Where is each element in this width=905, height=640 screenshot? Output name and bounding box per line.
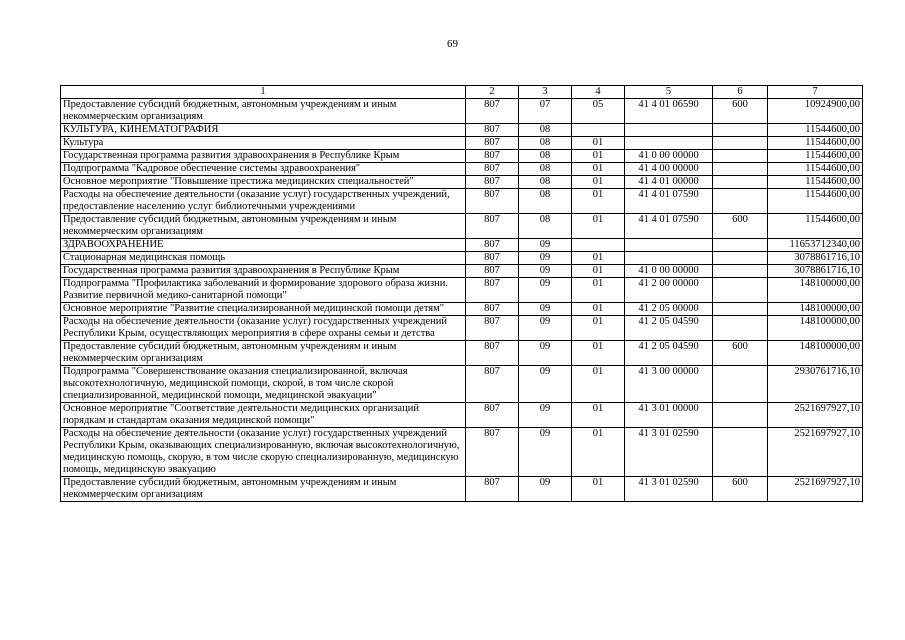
item-name-cell: Расходы на обеспечение деятельности (оказание услуг) государственных учреждений, предоставление населению услуг библиотечными учреждениями xyxy=(61,189,466,214)
expense-type-cell xyxy=(713,239,768,252)
target-article-cell: 41 4 01 07590 xyxy=(625,189,713,214)
expense-type-cell xyxy=(713,189,768,214)
section-code-cell: 09 xyxy=(519,265,572,278)
table-row xyxy=(61,214,863,239)
section-code-cell: 08 xyxy=(519,163,572,176)
expense-type-cell xyxy=(713,303,768,316)
target-article-cell xyxy=(625,252,713,265)
section-code-cell: 09 xyxy=(519,403,572,428)
item-name-cell: Предоставление субсидий бюджетным, автономным учреждениям и иным некоммерческим организациям xyxy=(61,214,466,239)
ministry-code-cell: 807 xyxy=(466,316,519,341)
amount-cell: 2521697927,10 xyxy=(768,428,863,477)
amount-cell: 2521697927,10 xyxy=(768,477,863,502)
amount-cell: 11544600,00 xyxy=(768,163,863,176)
ministry-code-cell: 807 xyxy=(466,176,519,189)
table-row xyxy=(61,366,863,403)
subsection-code-cell xyxy=(572,239,625,252)
table-row xyxy=(61,303,863,316)
item-name-cell: Расходы на обеспечение деятельности (оказание услуг) государственных учреждений Республики Крым, осуществляющих мероприятия в сфере охраны семьи и детства xyxy=(61,316,466,341)
table-row xyxy=(61,124,863,137)
ministry-code-cell: 807 xyxy=(466,366,519,403)
column-header: 1 xyxy=(61,86,466,99)
table-body xyxy=(61,99,863,502)
item-name-cell: ЗДРАВООХРАНЕНИЕ xyxy=(61,239,466,252)
target-article-cell xyxy=(625,137,713,150)
item-name-cell: Предоставление субсидий бюджетным, автономным учреждениям и иным некоммерческим организациям xyxy=(61,477,466,502)
amount-cell: 148100000,00 xyxy=(768,303,863,316)
table-row xyxy=(61,163,863,176)
section-code-cell: 09 xyxy=(519,316,572,341)
expense-type-cell xyxy=(713,403,768,428)
amount-cell: 148100000,00 xyxy=(768,278,863,303)
column-header: 3 xyxy=(519,86,572,99)
expense-type-cell xyxy=(713,176,768,189)
subsection-code-cell: 01 xyxy=(572,316,625,341)
amount-cell: 148100000,00 xyxy=(768,341,863,366)
table-row xyxy=(61,252,863,265)
section-code-cell: 08 xyxy=(519,176,572,189)
item-name-cell: Подпрограмма "Профилактика заболеваний и формирование здорового образа жизни. Развитие первичной медико-санитарной помощи" xyxy=(61,278,466,303)
subsection-code-cell: 01 xyxy=(572,189,625,214)
ministry-code-cell: 807 xyxy=(466,239,519,252)
item-name-cell: Стационарная медицинская помощь xyxy=(61,252,466,265)
subsection-code-cell: 01 xyxy=(572,214,625,239)
amount-cell: 3078861716,10 xyxy=(768,265,863,278)
target-article-cell: 41 4 01 07590 xyxy=(625,214,713,239)
table-row xyxy=(61,150,863,163)
amount-cell: 11544600,00 xyxy=(768,214,863,239)
item-name-cell: Государственная программа развития здравоохранения в Республике Крым xyxy=(61,150,466,163)
target-article-cell: 41 4 00 00000 xyxy=(625,163,713,176)
ministry-code-cell: 807 xyxy=(466,428,519,477)
item-name-cell: Подпрограмма "Совершенствование оказания специализированной, включая высокотехнологичную, медицинской помощи, скорой, в том числе скорой специализированной, медицинской помощи, медицинской эвакуации" xyxy=(61,366,466,403)
item-name-cell: Расходы на обеспечение деятельности (оказание услуг) государственных учреждений Республики Крым, оказывающих специализированную, включая высокотехнологичную, медицинскую помощь, скорую, в том числе скорую специализированную, медицинскую помощь, медицинскую эвакуацию xyxy=(61,428,466,477)
table-header-row xyxy=(61,86,863,99)
expense-type-cell: 600 xyxy=(713,341,768,366)
table-row xyxy=(61,403,863,428)
target-article-cell: 41 2 05 04590 xyxy=(625,316,713,341)
section-code-cell: 09 xyxy=(519,239,572,252)
column-header: 7 xyxy=(768,86,863,99)
table-row xyxy=(61,477,863,502)
amount-cell: 11544600,00 xyxy=(768,150,863,163)
expense-type-cell xyxy=(713,137,768,150)
item-name-cell: Предоставление субсидий бюджетным, автономным учреждениям и иным некоммерческим организациям xyxy=(61,341,466,366)
amount-cell: 2930761716,10 xyxy=(768,366,863,403)
section-code-cell: 09 xyxy=(519,341,572,366)
amount-cell: 11544600,00 xyxy=(768,176,863,189)
ministry-code-cell: 807 xyxy=(466,265,519,278)
subsection-code-cell: 01 xyxy=(572,366,625,403)
expense-type-cell: 600 xyxy=(713,477,768,502)
subsection-code-cell: 01 xyxy=(572,163,625,176)
target-article-cell xyxy=(625,239,713,252)
target-article-cell xyxy=(625,124,713,137)
section-code-cell: 07 xyxy=(519,99,572,124)
ministry-code-cell: 807 xyxy=(466,163,519,176)
subsection-code-cell xyxy=(572,124,625,137)
table-row xyxy=(61,341,863,366)
table-row xyxy=(61,189,863,214)
item-name-cell: Основное мероприятие "Соответствие деятельности медицинских организаций порядкам и стандартам оказания медицинской помощи" xyxy=(61,403,466,428)
target-article-cell: 41 3 01 02590 xyxy=(625,428,713,477)
column-header: 5 xyxy=(625,86,713,99)
subsection-code-cell: 05 xyxy=(572,99,625,124)
subsection-code-cell: 01 xyxy=(572,278,625,303)
amount-cell: 11544600,00 xyxy=(768,137,863,150)
expense-type-cell xyxy=(713,428,768,477)
expense-type-cell: 600 xyxy=(713,99,768,124)
table-row xyxy=(61,239,863,252)
expense-type-cell: 600 xyxy=(713,214,768,239)
item-name-cell: Государственная программа развития здравоохранения в Республике Крым xyxy=(61,265,466,278)
table-row xyxy=(61,278,863,303)
target-article-cell: 41 2 05 04590 xyxy=(625,341,713,366)
item-name-cell: Основное мероприятие "Повышение престижа медицинских специальностей" xyxy=(61,176,466,189)
expense-type-cell xyxy=(713,265,768,278)
section-code-cell: 09 xyxy=(519,303,572,316)
section-code-cell: 08 xyxy=(519,189,572,214)
expense-type-cell xyxy=(713,366,768,403)
section-code-cell: 09 xyxy=(519,278,572,303)
amount-cell: 11653712340,00 xyxy=(768,239,863,252)
subsection-code-cell: 01 xyxy=(572,303,625,316)
expense-type-cell xyxy=(713,150,768,163)
table-row xyxy=(61,137,863,150)
item-name-cell: КУЛЬТУРА, КИНЕМАТОГРАФИЯ xyxy=(61,124,466,137)
ministry-code-cell: 807 xyxy=(466,252,519,265)
amount-cell: 11544600,00 xyxy=(768,124,863,137)
ministry-code-cell: 807 xyxy=(466,403,519,428)
target-article-cell: 41 4 01 00000 xyxy=(625,176,713,189)
ministry-code-cell: 807 xyxy=(466,477,519,502)
section-code-cell: 09 xyxy=(519,366,572,403)
ministry-code-cell: 807 xyxy=(466,137,519,150)
item-name-cell: Предоставление субсидий бюджетным, автономным учреждениям и иным некоммерческим организациям xyxy=(61,99,466,124)
column-header: 2 xyxy=(466,86,519,99)
target-article-cell: 41 3 01 02590 xyxy=(625,477,713,502)
target-article-cell: 41 2 05 00000 xyxy=(625,303,713,316)
section-code-cell: 09 xyxy=(519,477,572,502)
target-article-cell: 41 3 00 00000 xyxy=(625,366,713,403)
item-name-cell: Основное мероприятие "Развитие специализированной медицинской помощи детям" xyxy=(61,303,466,316)
expense-type-cell xyxy=(713,316,768,341)
amount-cell: 10924900,00 xyxy=(768,99,863,124)
subsection-code-cell: 01 xyxy=(572,403,625,428)
section-code-cell: 08 xyxy=(519,214,572,239)
target-article-cell: 41 2 00 00000 xyxy=(625,278,713,303)
subsection-code-cell: 01 xyxy=(572,252,625,265)
table-row xyxy=(61,428,863,477)
target-article-cell: 41 3 01 00000 xyxy=(625,403,713,428)
section-code-cell: 09 xyxy=(519,428,572,477)
item-name-cell: Подпрограмма "Кадровое обеспечение системы здравоохранения" xyxy=(61,163,466,176)
ministry-code-cell: 807 xyxy=(466,150,519,163)
section-code-cell: 08 xyxy=(519,124,572,137)
ministry-code-cell: 807 xyxy=(466,341,519,366)
column-header: 6 xyxy=(713,86,768,99)
ministry-code-cell: 807 xyxy=(466,303,519,316)
page-number: 69 xyxy=(447,38,458,50)
subsection-code-cell: 01 xyxy=(572,150,625,163)
section-code-cell: 08 xyxy=(519,137,572,150)
section-code-cell: 08 xyxy=(519,150,572,163)
subsection-code-cell: 01 xyxy=(572,137,625,150)
ministry-code-cell: 807 xyxy=(466,214,519,239)
subsection-code-cell: 01 xyxy=(572,477,625,502)
amount-cell: 148100000,00 xyxy=(768,316,863,341)
subsection-code-cell: 01 xyxy=(572,265,625,278)
target-article-cell: 41 0 00 00000 xyxy=(625,150,713,163)
expense-type-cell xyxy=(713,252,768,265)
amount-cell: 2521697927,10 xyxy=(768,403,863,428)
expense-type-cell xyxy=(713,124,768,137)
ministry-code-cell: 807 xyxy=(466,124,519,137)
ministry-code-cell: 807 xyxy=(466,278,519,303)
subsection-code-cell: 01 xyxy=(572,428,625,477)
amount-cell: 11544600,00 xyxy=(768,189,863,214)
ministry-code-cell: 807 xyxy=(466,99,519,124)
section-code-cell: 09 xyxy=(519,252,572,265)
expense-type-cell xyxy=(713,278,768,303)
target-article-cell: 41 4 01 06590 xyxy=(625,99,713,124)
subsection-code-cell: 01 xyxy=(572,176,625,189)
ministry-code-cell: 807 xyxy=(466,189,519,214)
item-name-cell: Культура xyxy=(61,137,466,150)
table-row xyxy=(61,316,863,341)
table-row xyxy=(61,99,863,124)
budget-table xyxy=(60,85,863,502)
table-row xyxy=(61,265,863,278)
column-header: 4 xyxy=(572,86,625,99)
amount-cell: 3078861716,10 xyxy=(768,252,863,265)
subsection-code-cell: 01 xyxy=(572,341,625,366)
expense-type-cell xyxy=(713,163,768,176)
target-article-cell: 41 0 00 00000 xyxy=(625,265,713,278)
table-row xyxy=(61,176,863,189)
